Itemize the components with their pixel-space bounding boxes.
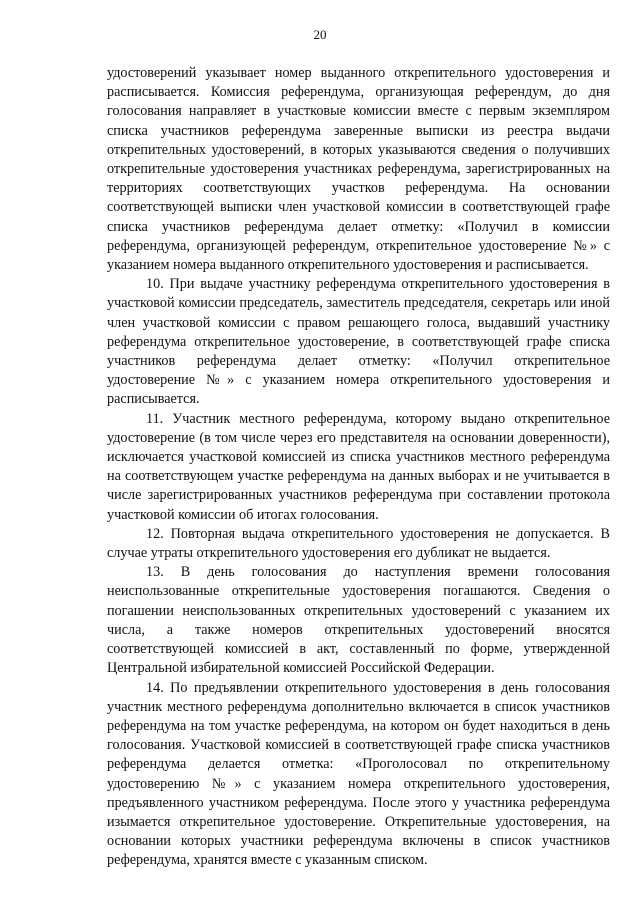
page-number: 20 (313, 27, 327, 42)
paragraph-item-10: 10. При выдаче участнику референдума открепительного удостоверения в участковой комиссии председатель, заместитель председателя, секретарь или иной член участковой комиссии с правом решающего голоса, выдавший участнику референдума открепительное удостоверение, в соответствующей графе списка участников референдума делает отметку: «Получил открепительное удостоверение №» с указанием номера открепительного удостоверения и расписывается. (107, 276, 610, 408)
paragraph-item-13: 13. В день голосования до наступления времени голосования неиспользованные открепительные удостоверения погашаются. Сведения о погашении неиспользованных открепительных удостоверений с указанием их числа, а также номеров открепительных удостоверений вносятся соответствующей комиссией в акт, составленный по форме, утвержденной Центральной избирательной комиссией Российской Федерации. (107, 564, 610, 677)
paragraph-item-12: 12. Повторная выдача открепительного удостоверения не допускается. В случае утраты открепительного удостоверения его дубликат не выдается. (107, 525, 610, 562)
document-body (107, 64, 610, 871)
paragraph-item-11: 11. Участник местного референдума, которому выдано открепительное удостоверение (в том числе через его представителя на основании доверенности), исключается участковой комиссией из списка участников местного референдума на соответствующем участке референдума на данных выборах и не учитывается в числе зарегистрированных участников референдума при составлении протокола участковой комиссии об итогах голосования. (107, 410, 610, 523)
paragraph-continuation: удостоверений указывает номер выданного открепительного удостоверения и расписывается. Комиссия референдума, организующая референдум, до дня голосования направляет в участковые комиссии вместе с первым экземпляром списка участников референдума заверенные выписки из реестра выдачи открепительных удостоверений, в которых указываются сведения о получивших открепительные удостоверения участниках референдума, зарегистрированных на территориях соответствующих участков референдума. На основании соответствующей выписки член участковой комиссии в соответствующей графе списка участников референдума делает отметку: «Получил в комиссии референдума, организующей референдум, открепительное удостоверение №» с указанием номера выданного открепительного удостоверения и расписывается. (107, 65, 610, 274)
paragraph-item-14: 14. По предъявлении открепительного удостоверения в день голосования участник местного референдума дополнительно включается в список участников референдума на том участке референдума, на котором он будет находиться в день голосования. Участковой комиссией в соответствующей графе списка участников референдума делается отметка: «Проголосовал по открепительному удостоверению №» с указанием номера открепительного удостоверения, предъявленного участником референдума. После этого у участника референдума изымается открепительное удостоверение. Открепительные удостоверения, на основании которых участники референдума включены в список участников референдума, хранятся вместе с указанным списком. (107, 679, 610, 869)
